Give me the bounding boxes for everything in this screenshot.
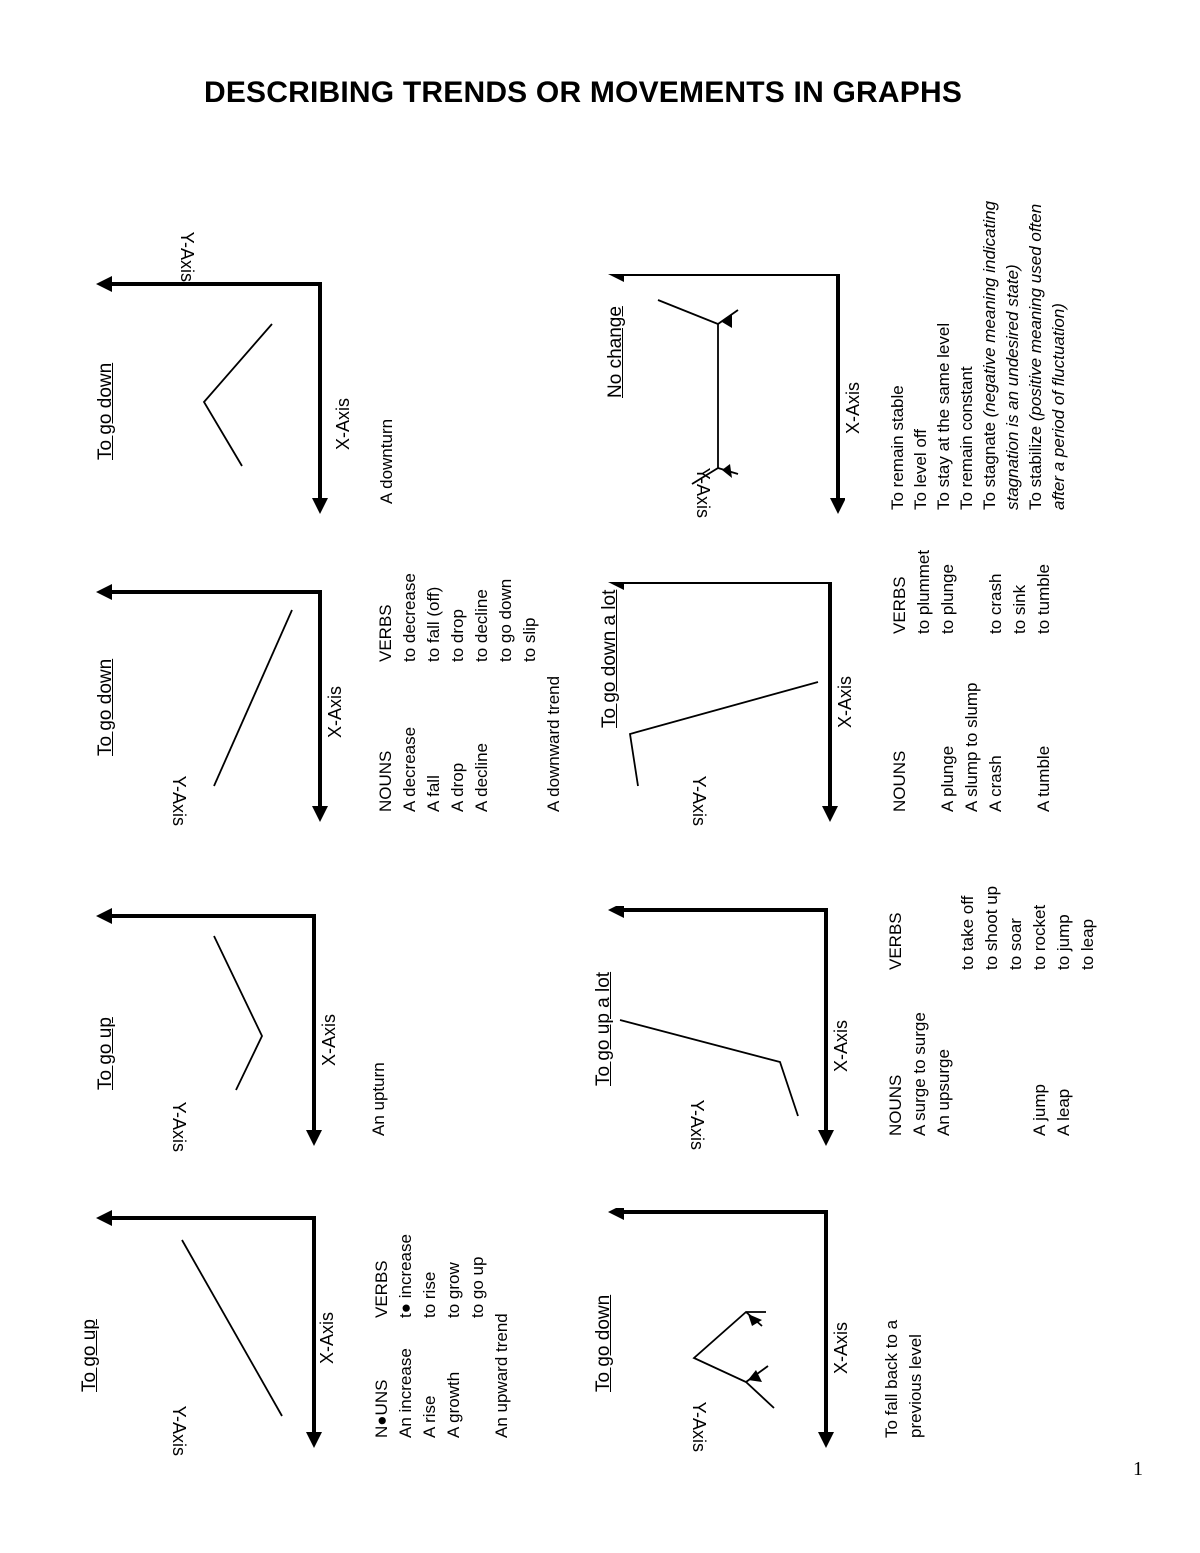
x-axis-label: X-Axis [317,1311,337,1364]
y-axis-arrow [608,1208,624,1220]
noun: A plunge [938,745,957,812]
panel-heading: To go down [95,658,116,756]
verb: to tumble [1034,564,1053,634]
trend-graph [78,1208,333,1448]
nouns-header: N●UNS [372,1379,391,1438]
verbs-header: VERBS [890,576,909,634]
verb: to grow [444,1262,463,1318]
x-axis-label: X-Axis [831,1019,851,1072]
verb: to fall (off) [424,586,443,662]
verb: to go up [468,1256,487,1318]
noun: A surge to surge [910,1012,929,1136]
y-axis-arrow [96,1210,112,1226]
x-axis-label: X-Axis [333,397,353,450]
verb [932,850,956,970]
noun: An increase [396,1348,415,1438]
verb: t● increase [396,1234,415,1318]
verb: to slip [520,617,539,662]
verb: to sink [1010,584,1029,634]
text-line: To remain constant [957,366,976,510]
y-axis-label: Y-Axis [689,775,709,826]
panel-heading: To go down [593,1294,614,1392]
panel-text: An upturn [369,1062,388,1136]
verb: to go down [496,578,515,662]
verb: to shoot up [982,885,1001,970]
panel-heading: To go up a lot [593,971,614,1086]
verb: to soar [1006,918,1025,970]
noun [956,976,980,1136]
x-axis-label: X-Axis [325,685,345,738]
text-line: To fall back to a [882,1319,901,1438]
noun: A slump to slump [962,682,981,812]
page-title: DESCRIBING TRENDS OR MOVEMENTS IN GRAPHS [203,76,963,109]
verbs-column [370,1198,490,1318]
noun: A growth [444,1371,463,1438]
verb: to plummet [914,549,933,634]
verbs-column [884,850,1100,970]
x-axis-label: X-Axis [843,381,863,434]
text-line: To level off [911,429,930,510]
trend-line [182,1240,282,1416]
noun: A fall [424,775,443,812]
noun: A decline [472,743,491,812]
text-line: To stay at the same level [934,322,953,510]
noun: A tumble [1034,745,1053,812]
trend-line [694,1312,774,1408]
page-number: 1 [1133,1458,1143,1480]
verb: to take off [958,895,977,970]
x-axis-arrow [306,1432,322,1448]
y-axis-label: Y-Axis [169,775,189,826]
panel-heading: To go down [95,362,116,460]
noun: A crash [986,755,1005,812]
verb: to plunge [938,564,957,634]
panel-heading: To go down a lot [599,589,620,728]
noun: A leap [1054,1088,1073,1136]
panel-heading: To go up [79,1319,100,1392]
noun: An upsurge [934,1049,953,1136]
x-axis-label: X-Axis [835,675,855,728]
axes-lines [620,1212,826,1442]
lines-column [880,1238,928,1438]
y-axis-label: Y-Axis [169,1405,189,1456]
nouns-header: NOUNS [886,1074,905,1136]
noun [466,1318,490,1438]
verb: to decrease [400,573,419,662]
verbs-header: VERBS [886,912,905,970]
verb: to crash [986,573,1005,634]
verbs-header: VERBS [372,1260,391,1318]
nouns-column [370,1313,514,1438]
nouns-header: NOUNS [376,750,395,812]
text-line: previous level [906,1334,925,1438]
x-axis-label: X-Axis [831,1321,851,1374]
text-line: To remain stable [888,385,907,510]
verb: to rise [420,1271,439,1318]
panel-heading: To go up [95,1017,116,1090]
y-axis-label: Y-Axis [689,1401,709,1452]
noun [980,976,1004,1136]
panel-heading: No change [605,306,626,398]
verb: to rocket [1030,904,1049,970]
verb: to drop [448,609,467,662]
nouns-column [884,976,1076,1136]
y-axis-label: Y-Axis [177,231,197,282]
noun: An upward trend [492,1313,511,1438]
verb [908,850,932,970]
y-axis-label: Y-Axis [693,467,713,518]
nouns-header: NOUNS [890,750,909,812]
verbs-header: VERBS [376,604,395,662]
noun: A downward trend [544,675,563,812]
verb: to leap [1078,918,1097,970]
y-axis-label: Y-Axis [169,1101,189,1152]
trend-graph [590,1208,845,1448]
text-line: To stabilize (positive meaning used often [1026,203,1045,510]
text-line: stagnation is an undesired state) [1003,264,1022,510]
x-axis-label: X-Axis [319,1013,339,1066]
noun: A jump [1030,1084,1049,1136]
x-axis-arrow [818,1432,834,1448]
text-line: To stagnate (negative meaning indicating [980,200,999,510]
noun: A drop [448,762,467,812]
noun [1004,976,1028,1136]
y-axis-label: Y-Axis [687,1099,707,1150]
axes-lines [108,1218,314,1442]
noun: A decrease [400,726,419,812]
text-line: after a period of fluctuation) [1049,303,1068,510]
noun: A rise [420,1395,439,1438]
panel-text: A downturn [377,418,396,504]
verb: to decline [472,589,491,662]
verb: to jump [1054,914,1073,970]
